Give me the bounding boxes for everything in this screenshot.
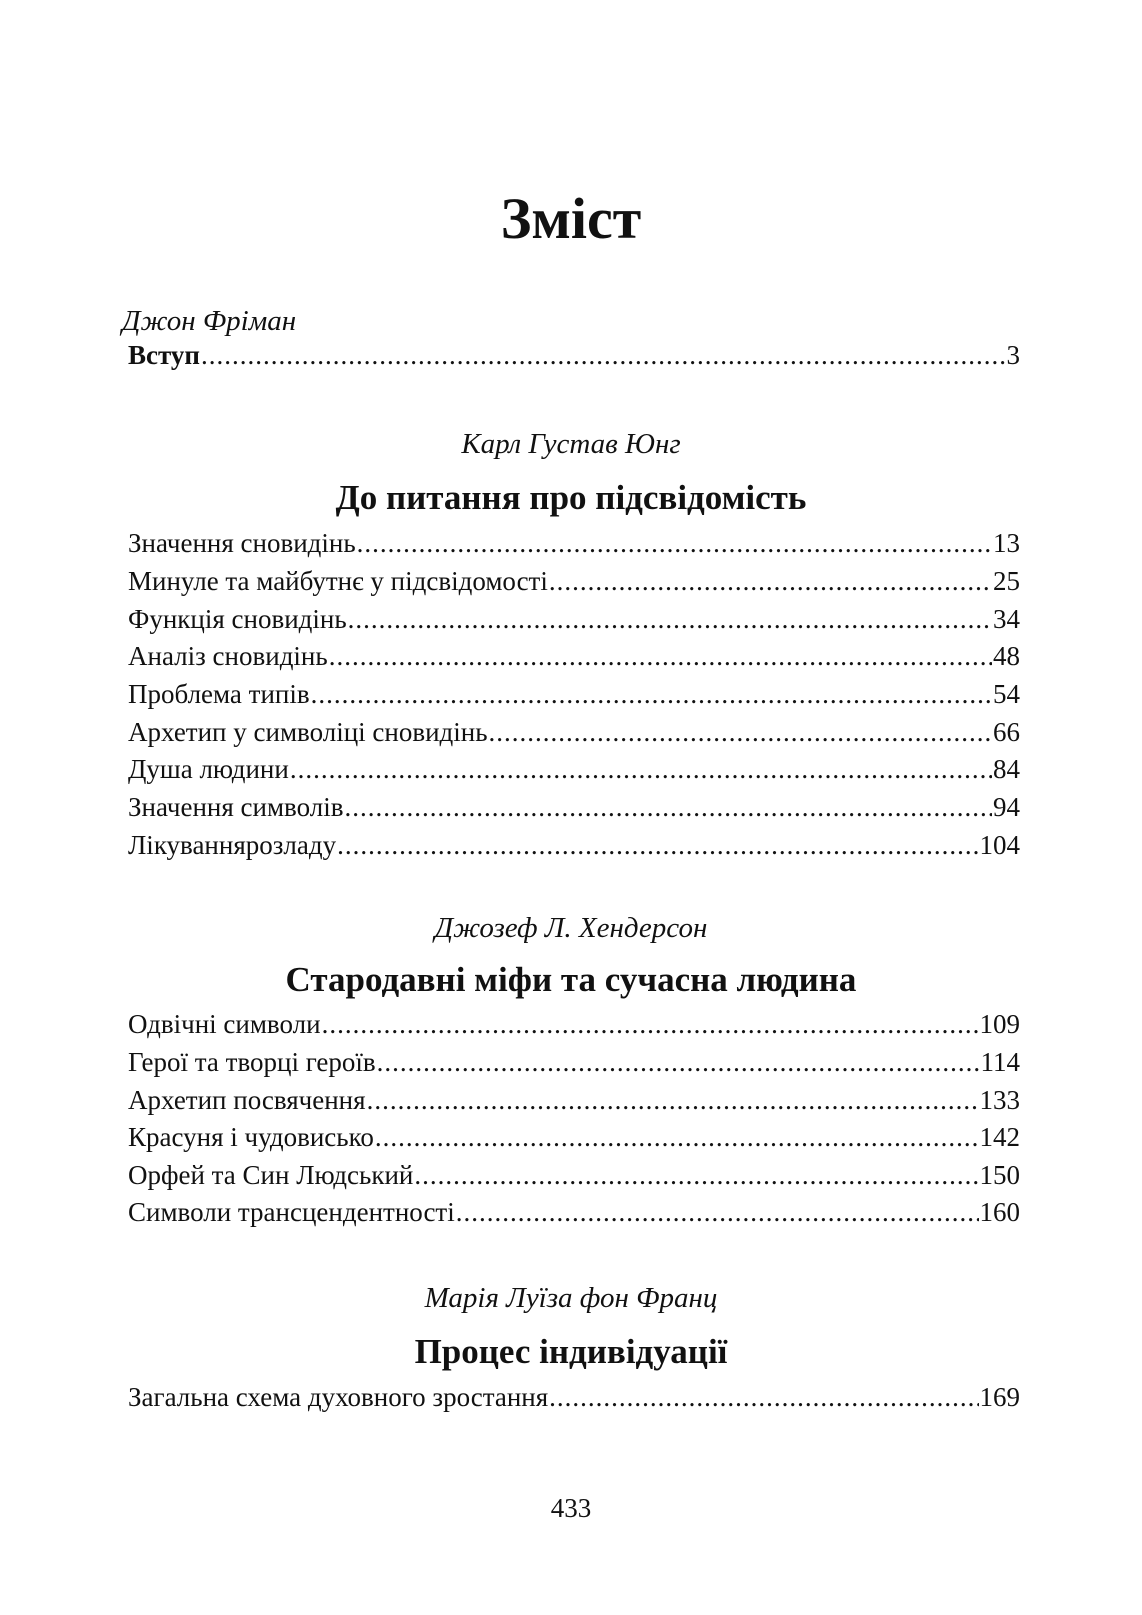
toc-page: 104 <box>979 830 1020 860</box>
toc-page: 114 <box>980 1047 1020 1077</box>
toc-page: 13 <box>993 528 1020 558</box>
toc-page: 34 <box>993 604 1020 634</box>
toc-row[interactable] <box>128 1009 1020 1047</box>
toc-row[interactable] <box>128 1122 1020 1160</box>
toc-row[interactable] <box>128 641 1020 679</box>
toc-label: Душа людини <box>128 754 289 784</box>
page-number: 433 <box>550 1493 592 1523</box>
dot-leader <box>201 340 1006 371</box>
dot-leader <box>549 566 992 597</box>
toc-row[interactable] <box>128 1197 1020 1235</box>
toc-label: Аналіз сновидінь <box>128 641 328 671</box>
toc-page: 25 <box>993 566 1020 596</box>
toc-page: 66 <box>993 717 1020 747</box>
toc-row[interactable] <box>128 604 1020 642</box>
dot-leader <box>357 528 992 559</box>
toc-label: Минуле та майбутнє у підсвідомості <box>128 566 548 596</box>
toc-row-intro[interactable] <box>128 340 1020 378</box>
toc-label: Красуня і чудовисько <box>128 1122 374 1152</box>
toc-row[interactable] <box>128 1085 1020 1123</box>
toc-label: Символи трансцендентності <box>128 1197 455 1227</box>
toc-page: 48 <box>993 641 1020 671</box>
toc-row[interactable] <box>128 566 1020 604</box>
toc-label: Значення символів <box>128 792 344 822</box>
toc-page: 133 <box>979 1085 1020 1115</box>
dot-leader <box>367 1085 979 1116</box>
section-author: Марія Луїза фон Франц <box>424 1282 718 1314</box>
section-author: Карл Густав Юнг <box>461 428 681 460</box>
dot-leader <box>348 604 992 635</box>
dot-leader <box>329 641 992 672</box>
toc-page: 84 <box>993 754 1020 784</box>
section-author: Джозеф Л. Хендерсон <box>434 912 708 944</box>
dot-leader <box>377 1047 980 1078</box>
dot-leader <box>549 1382 978 1413</box>
toc-label: Архетип посвячення <box>128 1085 366 1115</box>
toc-label: Герої та творці героїв <box>128 1047 376 1077</box>
toc-label: Лікуваннярозладу <box>128 830 337 860</box>
toc-row[interactable] <box>128 1047 1020 1085</box>
dot-leader <box>344 792 992 823</box>
toc-label: Значення сновидінь <box>128 528 356 558</box>
toc-page: 160 <box>979 1197 1020 1227</box>
section-title: Стародавні міфи та сучасна людина <box>285 960 857 999</box>
toc-row[interactable] <box>128 528 1020 566</box>
toc-page: 150 <box>979 1160 1020 1190</box>
toc-row[interactable] <box>128 679 1020 717</box>
toc-row[interactable] <box>128 717 1020 755</box>
section-title: До питання про підсвідомість <box>335 478 807 517</box>
toc-label: Загальна схема духовного зростання <box>128 1382 549 1412</box>
toc-label: Одвічні символи <box>128 1009 321 1039</box>
dot-leader <box>375 1122 979 1153</box>
dot-leader <box>456 1197 979 1228</box>
toc-page: 169 <box>979 1382 1020 1412</box>
toc-page: 94 <box>993 792 1020 822</box>
page-title: Зміст <box>500 186 642 251</box>
toc-row[interactable] <box>128 1160 1020 1198</box>
toc-row[interactable] <box>128 792 1020 830</box>
dot-leader <box>489 717 992 748</box>
toc-row[interactable] <box>128 754 1020 792</box>
toc-page: 54 <box>993 679 1020 709</box>
toc-label: Архетип у символіці сновидінь <box>128 717 488 747</box>
intro-author: Джон Фріман <box>122 305 297 337</box>
toc-page: 142 <box>979 1122 1020 1152</box>
toc-label: Функція сновидінь <box>128 604 347 634</box>
dot-leader <box>337 830 978 861</box>
section-title: Процес індивідуації <box>414 1332 728 1371</box>
toc-label: Вступ <box>128 340 200 370</box>
toc-label: Орфей та Син Людський <box>128 1160 414 1190</box>
dot-leader <box>322 1009 979 1040</box>
toc-row[interactable] <box>128 1382 1020 1420</box>
dot-leader <box>414 1160 978 1191</box>
toc-label: Проблема типів <box>128 679 310 709</box>
dot-leader <box>311 679 992 710</box>
toc-page: 109 <box>979 1009 1020 1039</box>
toc-page: 3 <box>1006 340 1020 370</box>
toc-row[interactable] <box>128 830 1020 868</box>
dot-leader <box>290 754 992 785</box>
